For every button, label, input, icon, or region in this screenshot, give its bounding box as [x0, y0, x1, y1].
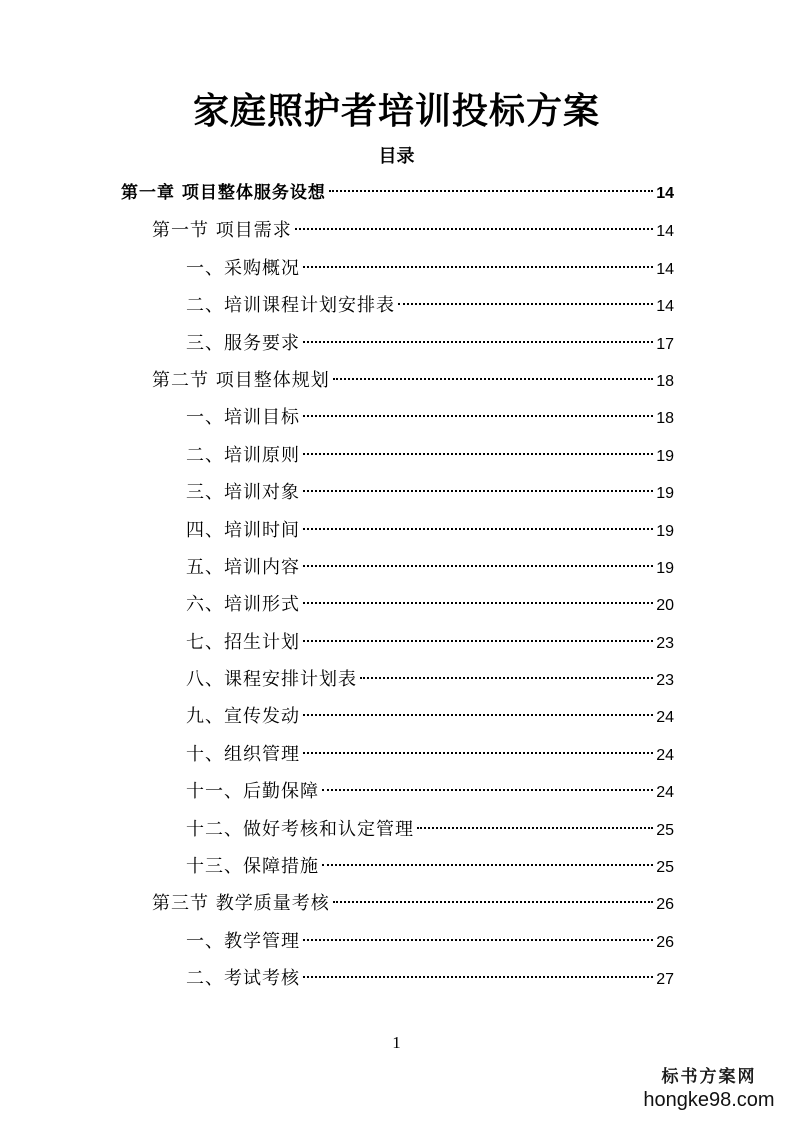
toc-entry-page: 24 — [656, 709, 674, 727]
toc-entry-page: 18 — [656, 410, 674, 428]
toc-entry-page: 19 — [656, 447, 674, 465]
toc-dot-leader — [329, 190, 653, 192]
toc-dot-leader — [295, 228, 653, 230]
toc-entry-label: 十二、做好考核和认定管理 — [186, 818, 414, 840]
toc-dot-leader — [303, 266, 653, 268]
toc-entry-page: 19 — [656, 485, 674, 503]
toc-entry-page: 14 — [656, 223, 674, 241]
toc-entry-label: 二、培训课程计划安排表 — [186, 295, 395, 317]
toc-entry-page: 24 — [656, 746, 674, 764]
toc-dot-leader — [303, 976, 653, 978]
document-title: 家庭照护者培训投标方案 — [192, 91, 600, 132]
toc-entry-page: 23 — [656, 634, 674, 652]
toc-dot-leader — [303, 640, 653, 642]
toc-entry-page: 14 — [656, 260, 674, 278]
toc-entry-label: 十三、保障措施 — [186, 856, 319, 878]
toc-dot-leader — [303, 752, 653, 754]
toc-heading: 目录 — [378, 146, 415, 167]
toc-entry-label: 第二节 项目整体规划 — [152, 369, 330, 391]
watermark-logo — [634, 1066, 784, 1112]
toc-dot-leader — [398, 303, 653, 305]
toc-entry-label: 四、培训时间 — [186, 519, 300, 541]
toc-entry[interactable] — [0, 399, 793, 436]
toc-entry-page: 20 — [656, 597, 674, 615]
toc-entry-label: 第一章 项目整体服务设想 — [121, 183, 326, 203]
toc-entry[interactable] — [0, 811, 793, 848]
toc-entry[interactable] — [0, 960, 793, 997]
toc-entry[interactable] — [0, 362, 793, 399]
toc-entry-label: 十一、后勤保障 — [186, 781, 319, 803]
toc-dot-leader — [303, 714, 653, 716]
toc-entry-page: 25 — [656, 859, 674, 877]
toc-entry[interactable] — [0, 586, 793, 623]
toc-dot-leader — [303, 490, 653, 492]
toc-entry-label: 八、课程安排计划表 — [186, 669, 357, 691]
toc-entry-label: 十、组织管理 — [186, 743, 300, 765]
toc-entry-label: 二、培训原则 — [186, 444, 300, 466]
toc-entry[interactable] — [0, 848, 793, 885]
toc-entry[interactable] — [0, 624, 793, 661]
toc-dot-leader — [303, 453, 653, 455]
toc-entry[interactable] — [0, 325, 793, 362]
toc-entry[interactable] — [0, 512, 793, 549]
toc-entry-label: 六、培训形式 — [186, 594, 300, 616]
toc-entry-label: 二、考试考核 — [186, 968, 300, 990]
toc-entry[interactable] — [0, 736, 793, 773]
table-of-contents — [0, 175, 793, 998]
toc-entry[interactable] — [0, 698, 793, 735]
toc-entry-page: 14 — [656, 185, 674, 202]
toc-entry-label: 第一节 项目需求 — [152, 220, 292, 242]
toc-entry-page: 27 — [656, 971, 674, 989]
watermark-name: 标书方案网 — [661, 1067, 757, 1087]
toc-entry[interactable] — [0, 287, 793, 324]
toc-entry-page: 23 — [656, 672, 674, 690]
toc-entry[interactable] — [0, 437, 793, 474]
toc-entry-page: 19 — [656, 559, 674, 577]
toc-entry-label: 第三节 教学质量考核 — [152, 893, 330, 915]
toc-dot-leader — [303, 602, 653, 604]
toc-entry-label: 三、培训对象 — [186, 482, 300, 504]
toc-entry[interactable] — [0, 474, 793, 511]
toc-entry-label: 一、教学管理 — [186, 930, 300, 952]
toc-entry-page: 25 — [656, 821, 674, 839]
toc-entry-page: 26 — [656, 896, 674, 914]
toc-entry-page: 19 — [656, 522, 674, 540]
toc-entry[interactable] — [0, 250, 793, 287]
toc-dot-leader — [333, 901, 653, 903]
toc-dot-leader — [322, 864, 653, 866]
toc-dot-leader — [303, 341, 653, 343]
toc-dot-leader — [303, 565, 653, 567]
page-number: 1 — [392, 1033, 401, 1052]
toc-entry-label: 五、培训内容 — [186, 556, 300, 578]
toc-entry[interactable] — [0, 212, 793, 249]
toc-entry[interactable] — [0, 923, 793, 960]
toc-dot-leader — [360, 677, 653, 679]
toc-entry-page: 18 — [656, 372, 674, 390]
toc-entry-page: 17 — [656, 335, 674, 353]
toc-dot-leader — [303, 528, 653, 530]
toc-dot-leader — [333, 378, 653, 380]
watermark-url: hongke98.com — [643, 1089, 775, 1111]
toc-entry[interactable] — [0, 773, 793, 810]
toc-entry[interactable] — [0, 549, 793, 586]
toc-entry-label: 九、宣传发动 — [186, 706, 300, 728]
toc-entry-page: 14 — [656, 298, 674, 316]
toc-entry[interactable] — [0, 885, 793, 922]
toc-entry-page: 26 — [656, 933, 674, 951]
toc-dot-leader — [303, 939, 653, 941]
toc-entry-label: 一、培训目标 — [186, 407, 300, 429]
toc-entry-label: 三、服务要求 — [186, 332, 300, 354]
toc-entry[interactable] — [0, 175, 793, 212]
toc-entry-label: 一、采购概况 — [186, 257, 300, 279]
toc-dot-leader — [322, 789, 653, 791]
toc-entry-label: 七、招生计划 — [186, 631, 300, 653]
toc-dot-leader — [417, 827, 653, 829]
toc-entry[interactable] — [0, 661, 793, 698]
toc-dot-leader — [303, 415, 653, 417]
toc-entry-page: 24 — [656, 784, 674, 802]
